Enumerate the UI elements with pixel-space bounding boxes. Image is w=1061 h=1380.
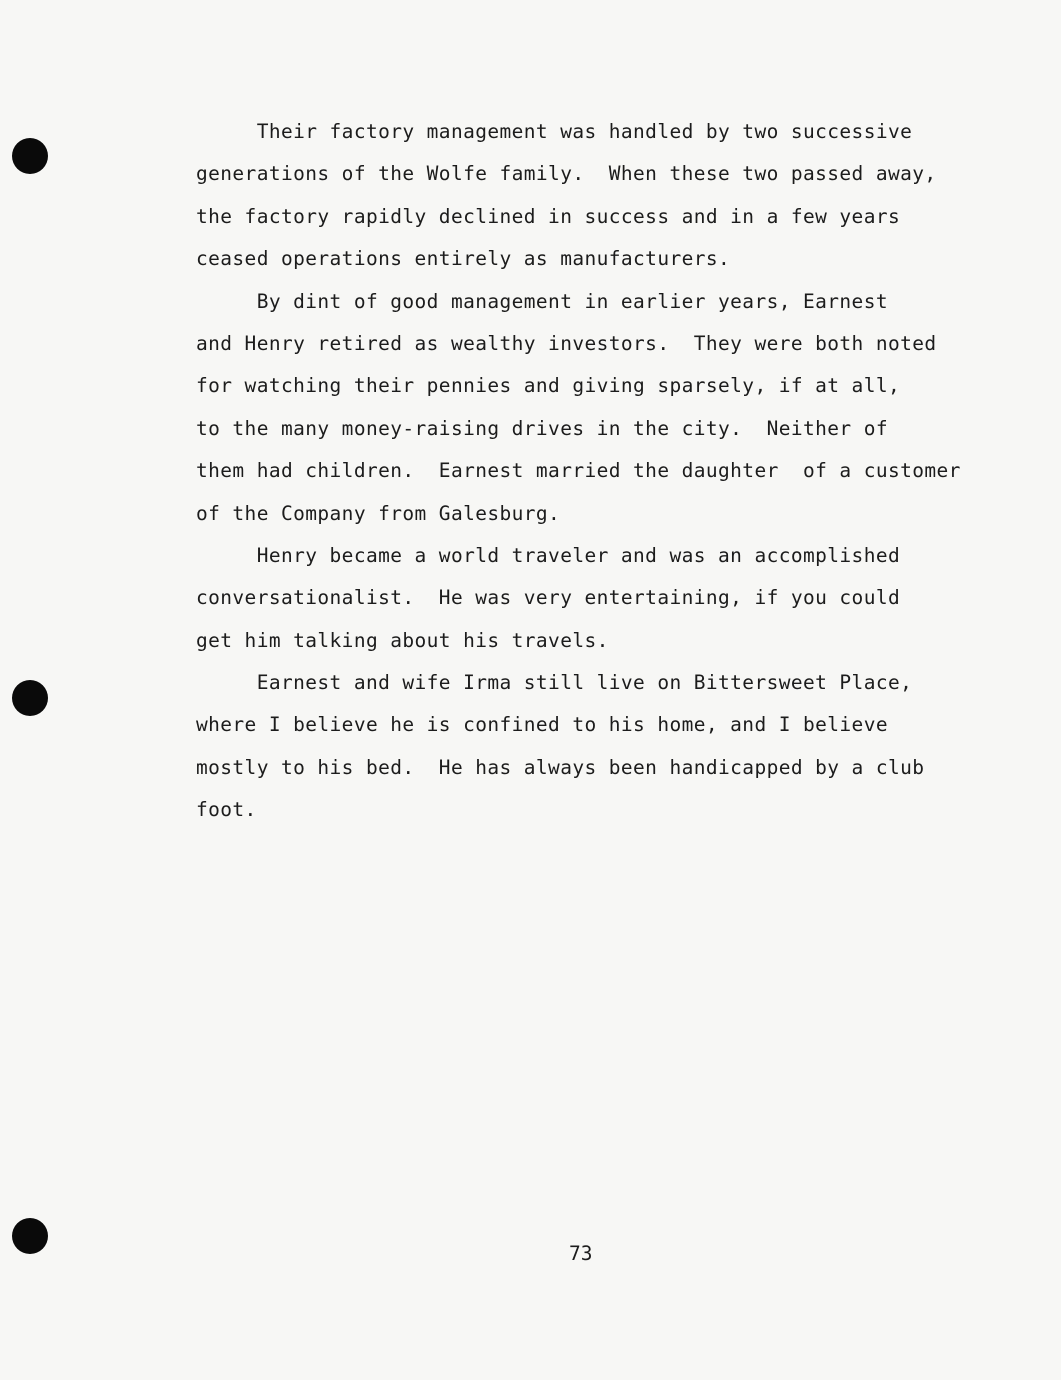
text-line: ceased operations entirely as manufacturers. (196, 247, 731, 271)
binder-hole-top (12, 138, 48, 174)
text-line: to the many money-raising drives in the city. Neither of (196, 416, 888, 440)
text-line: where I believe he is confined to his home, and I believe (196, 713, 888, 737)
text-line: them had children. Earnest married the daughter of a customer (196, 459, 961, 483)
text-line: for watching their pennies and giving sparsely, if at all, (196, 374, 901, 398)
text-line: generations of the Wolfe family. When these two passed away, (196, 162, 937, 186)
text-line: foot. (196, 798, 257, 822)
text-line: get him talking about his travels. (196, 628, 609, 652)
binder-hole-bottom (12, 1218, 48, 1254)
page-number: 73 (569, 1242, 593, 1265)
text-line: the factory rapidly declined in success and in a few years (196, 204, 901, 228)
binder-hole-middle (12, 680, 48, 716)
text-line: By dint of good management in earlier years, Earnest (196, 289, 888, 313)
text-line: Earnest and wife Irma still live on Bittersweet Place, (196, 671, 913, 695)
text-line: of the Company from Galesburg. (196, 501, 561, 525)
text-line: Henry became a world traveler and was an accomplished (196, 543, 901, 567)
text-line: and Henry retired as wealthy investors. They were both noted (196, 331, 937, 355)
text-line: Their factory management was handled by two successive (196, 120, 913, 143)
body-text (196, 114, 1016, 835)
text-line: conversationalist. He was very entertaining, if you could (196, 586, 901, 610)
text-line: mostly to his bed. He has always been handicapped by a club (196, 755, 925, 779)
